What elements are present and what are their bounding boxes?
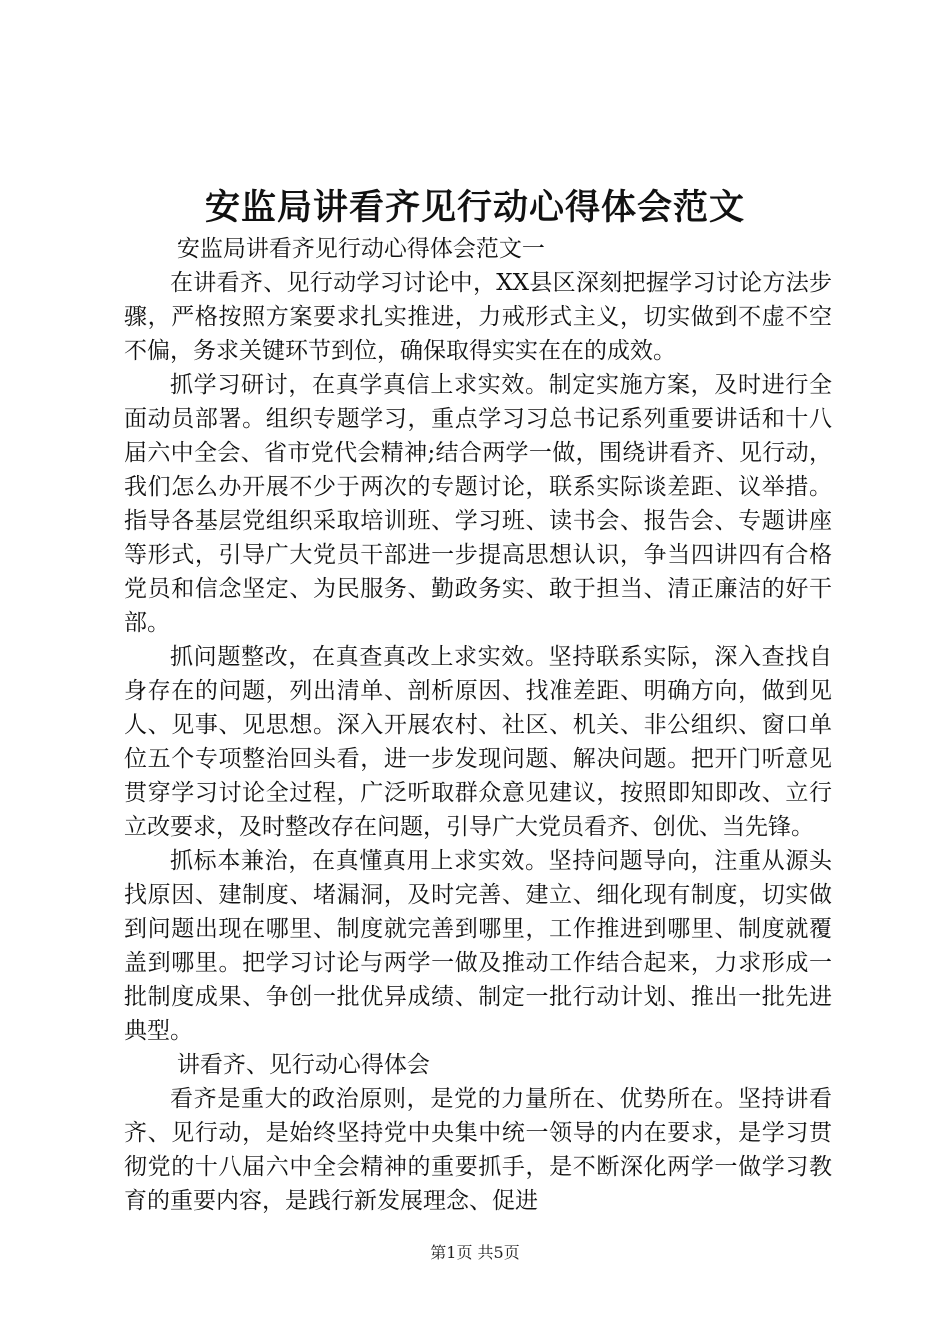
section-heading: 安监局讲看齐见行动心得体会范文一 bbox=[176, 236, 545, 262]
body-paragraph: 看齐是重大的政治原则，是党的力量所在、优势所在。坚持讲看齐、见行动，是始终坚持党中央集中统一领导的内在要求，是学习贯彻党的十八届六中全会精神的重要抓手，是不断深化两学一做学习教育的重要内容，是践行新发展理念、促进 bbox=[124, 1086, 832, 1214]
body-paragraph: 抓问题整改，在真查真改上求实效。坚持联系实际，深入查找自身存在的问题，列出清单、剖析原因、找准差距、明确方向，做到见人、见事、见思想。深入开展农村、社区、机关、非公组织、窗口单位五个专项整治回头看，进一步发现问题、解决问题。把开门听意见贯穿学习讨论全过程，广泛听取群众意见建议，按照即知即改、立行立改要求，及时整改存在问题，引导广大党员看齐、创优、当先锋。 bbox=[124, 644, 832, 840]
body-paragraph: 抓学习研讨，在真学真信上求实效。制定实施方案，及时进行全面动员部署。组织专题学习，重点学习习总书记系列重要讲话和十八届六中全会、省市党代会精神;结合两学一做，围绕讲看齐、见行动，我们怎么办开展不少于两次的专题讨论，联系实际谈差距、议举措。指导各基层党组织采取培训班、学习班、读书会、报告会、专题讲座等形式，引导广大党员干部进一步提高思想认识，争当四讲四有合格党员和信念坚定、为民服务、勤政务实、敢于担当、清正廉洁的好干部。 bbox=[124, 372, 832, 636]
body-paragraph: 在讲看齐、见行动学习讨论中，XX县区深刻把握学习讨论方法步骤，严格按照方案要求扎实推进，力戒形式主义，切实做到不虚不空不偏，务求关键环节到位，确保取得实实在在的成效。 bbox=[124, 270, 832, 364]
document-body bbox=[124, 232, 832, 1218]
page-number-footer: 第1页 共5页 bbox=[430, 1243, 520, 1262]
document-title: 安监局讲看齐见行动心得体会范文 bbox=[204, 187, 745, 228]
body-paragraph: 抓标本兼治，在真懂真用上求实效。坚持问题导向，注重从源头找原因、建制度、堵漏洞，及时完善、建立、细化现有制度，切实做到问题出现在哪里、制度就完善到哪里，工作推进到哪里、制度就覆盖到哪里。把学习讨论与两学一做及推动工作结合起来，力求形成一批制度成果、争创一批优异成绩、制定一批行动计划、推出一批先进典型。 bbox=[124, 848, 832, 1044]
section-heading: 讲看齐、见行动心得体会 bbox=[176, 1052, 430, 1078]
